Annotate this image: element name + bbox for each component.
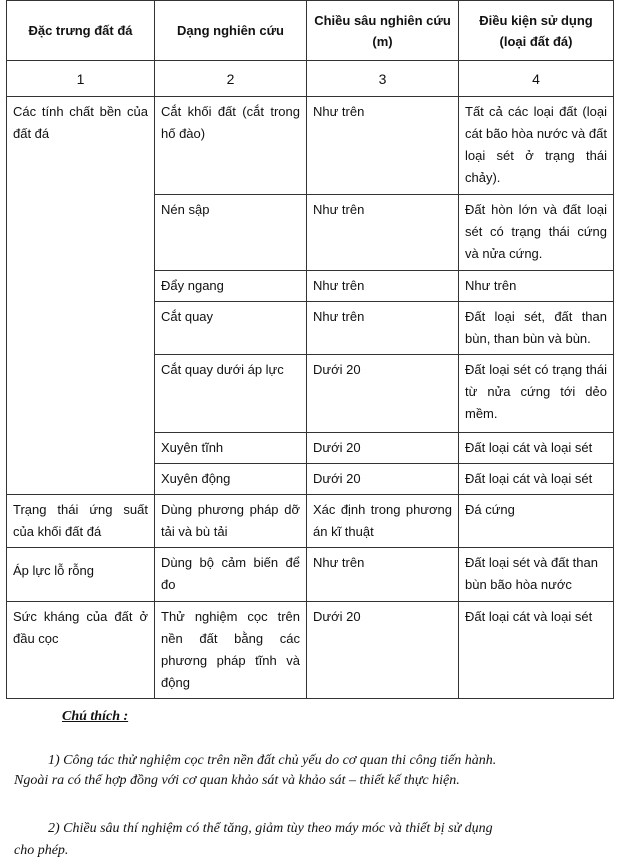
feature-cell: Sức kháng của đất ở đầu cọc — [7, 602, 155, 699]
column-number-row — [7, 61, 614, 97]
note-2-line-1: 2) Chiều sâu thí nghiệm có thể tăng, giảm tùy theo máy móc và thiết bị sử dụng — [48, 821, 493, 836]
condition-cell: Như trên — [459, 271, 614, 302]
method-cell: Xuyên động — [155, 464, 307, 495]
header-feature: Đặc trưng đất đá — [7, 1, 155, 61]
note-1-line-2: Ngoài ra có thể hợp đồng với cơ quan khảo sát và khảo sát – thiết kế thực hiện. — [14, 773, 460, 788]
notes-title: Chú thích : — [62, 709, 129, 724]
note-1-line-1: 1) Công tác thử nghiệm cọc trên nền đất chủ yếu do cơ quan thi công tiến hành. — [48, 753, 497, 768]
method-cell: Cắt khối đất (cắt trong hố đào) — [155, 97, 307, 195]
table-row — [7, 495, 614, 548]
column-number: 4 — [459, 61, 614, 97]
depth-cell: Như trên — [307, 195, 459, 271]
depth-cell: Xác định trong phương án kĩ thuật — [307, 495, 459, 548]
depth-cell: Dưới 20 — [307, 464, 459, 495]
method-cell: Đẩy ngang — [155, 271, 307, 302]
note-2-line-2: cho phép. — [14, 843, 69, 858]
condition-cell: Đất loại sét có trạng thái từ nửa cứng tới dẻo mềm. — [459, 355, 614, 433]
method-cell: Nén sập — [155, 195, 307, 271]
method-cell: Xuyên tĩnh — [155, 433, 307, 464]
column-number: 1 — [7, 61, 155, 97]
method-cell: Cắt quay dưới áp lực — [155, 355, 307, 433]
method-cell: Thử nghiệm cọc trên nền đất bằng các phương pháp tĩnh và động — [155, 602, 307, 699]
depth-cell: Như trên — [307, 302, 459, 355]
condition-cell: Đất loại sét, đất than bùn, than bùn và bùn. — [459, 302, 614, 355]
feature-cell: Các tính chất bền của đất đá — [7, 97, 155, 495]
condition-cell: Tất cả các loại đất (loại cát bão hòa nước và đất loại sét ở trạng thái chảy). — [459, 97, 614, 195]
condition-cell: Đất loại cát và loại sét — [459, 464, 614, 495]
condition-cell: Đất hòn lớn và đất loại sét có trạng thái cứng và nửa cứng. — [459, 195, 614, 271]
condition-cell: Đất loại sét và đất than bùn bão hòa nước — [459, 548, 614, 602]
feature-cell: Trạng thái ứng suất của khối đất đá — [7, 495, 155, 548]
depth-cell: Như trên — [307, 97, 459, 195]
condition-cell: Đất loại cát và loại sét — [459, 602, 614, 699]
column-number: 3 — [307, 61, 459, 97]
depth-cell: Dưới 20 — [307, 602, 459, 699]
table-row — [7, 548, 614, 602]
table-row — [7, 97, 614, 195]
method-cell: Dùng phương pháp dỡ tải và bù tải — [155, 495, 307, 548]
condition-cell: Đất loại cát và loại sét — [459, 433, 614, 464]
method-cell: Dùng bộ cảm biến để đo — [155, 548, 307, 602]
header-condition: Điều kiện sử dụng (loại đất đá) — [459, 1, 614, 61]
condition-cell: Đá cứng — [459, 495, 614, 548]
table-row — [7, 602, 614, 699]
depth-cell: Dưới 20 — [307, 433, 459, 464]
header-row — [7, 1, 614, 61]
geotech-table — [6, 0, 614, 699]
depth-cell: Như trên — [307, 548, 459, 602]
header-method: Dạng nghiên cứu — [155, 1, 307, 61]
column-number: 2 — [155, 61, 307, 97]
feature-cell: Áp lực lỗ rỗng — [7, 548, 155, 602]
depth-cell: Như trên — [307, 271, 459, 302]
depth-cell: Dưới 20 — [307, 355, 459, 433]
header-depth: Chiều sâu nghiên cứu (m) — [307, 1, 459, 61]
method-cell: Cắt quay — [155, 302, 307, 355]
